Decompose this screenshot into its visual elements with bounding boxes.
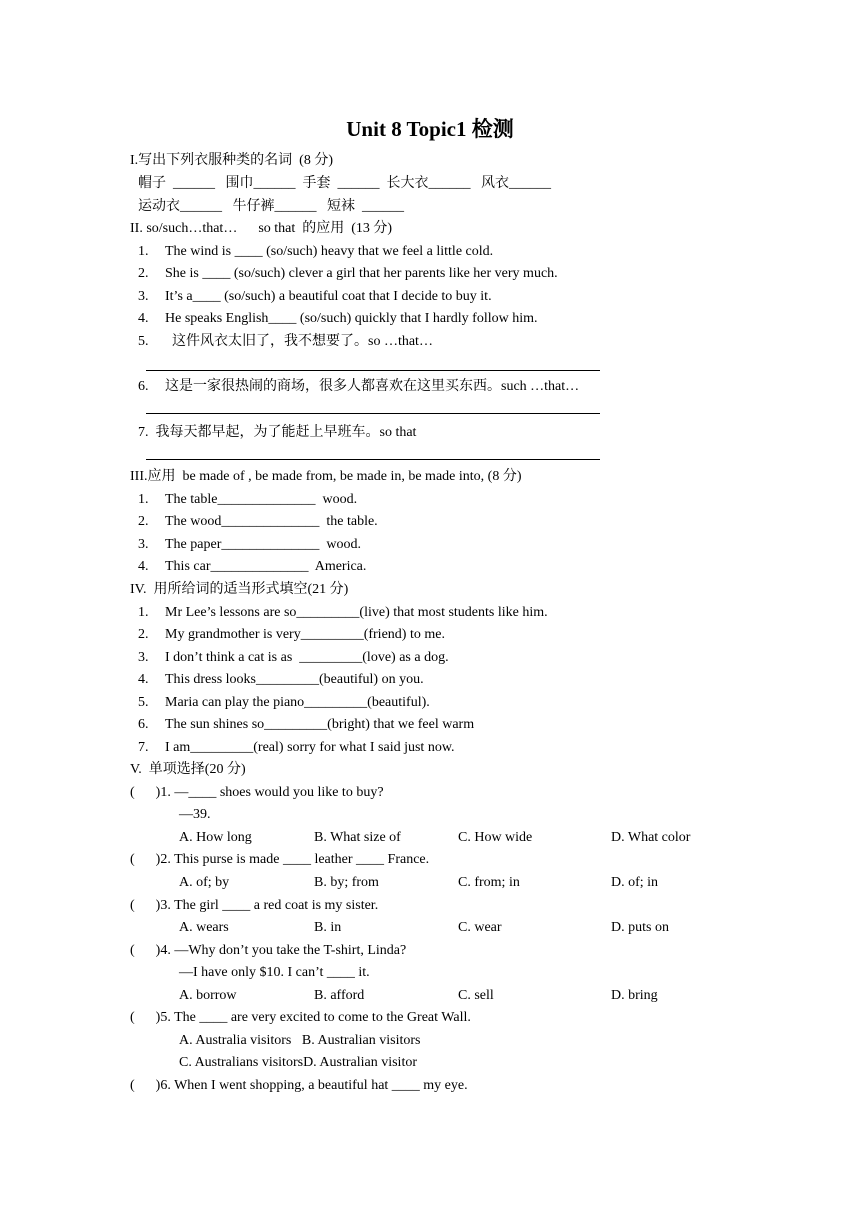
section-1-row-1: 帽子 ______ 围巾______ 手套 ______ 长大衣______ 风衣______ xyxy=(138,176,551,191)
section-4-item-7: 7. I am_________(real) sorry for what I said just now. xyxy=(138,740,455,755)
question-1-option-a: A. How long xyxy=(179,830,252,845)
question-3-option-a: A. wears xyxy=(179,920,229,935)
question-2-option-b: B. by; from xyxy=(314,875,379,890)
section-4-item-2: 2. My grandmother is very_________(friend) to me. xyxy=(138,627,445,642)
question-2-option-c: C. from; in xyxy=(458,875,520,890)
question-2-option-d: D. of; in xyxy=(611,875,659,890)
section-2-item-7: 7. 我每天都早起，为了能赶上早班车。so that xyxy=(138,425,417,440)
section-3-item-4: 4. This car______________ America. xyxy=(138,559,367,574)
question-1-option-b: B. What size of xyxy=(314,830,401,845)
question-5-options-cd: C. Australians visitorsD. Australian visitor xyxy=(179,1055,417,1070)
question-5: ( )5. The ____ are very excited to come to the Great Wall. xyxy=(130,1010,471,1025)
question-4-option-d: D. bring xyxy=(611,988,658,1003)
section-2-item-4: 4. He speaks English____ (so/such) quickly that I hardly follow him. xyxy=(138,311,538,326)
section-4-item-4: 4. This dress looks_________(beautiful) on you. xyxy=(138,672,424,687)
section-4-item-5: 5. Maria can play the piano_________(beautiful). xyxy=(138,695,430,710)
section-1-row-2: 运动衣______ 牛仔裤______ 短袜 ______ xyxy=(138,199,404,214)
section-3-item-2: 2. The wood______________ the table. xyxy=(138,514,378,529)
section-2-item-5: 5. 这件风衣太旧了，我不想要了。so …that… xyxy=(138,334,433,349)
question-3: ( )3. The girl ____ a red coat is my sister. xyxy=(130,898,379,913)
question-4: ( )4. —Why don’t you take the T-shirt, Linda? xyxy=(130,943,407,958)
section-4-item-6: 6. The sun shines so_________(bright) that we feel warm xyxy=(138,717,475,732)
section-4-item-3: 3. I don’t think a cat is as _________(love) as a dog. xyxy=(138,650,449,665)
section-3-item-3: 3. The paper______________ wood. xyxy=(138,537,361,552)
question-4-option-b: B. afford xyxy=(314,988,365,1003)
answer-line-6 xyxy=(146,413,600,414)
question-3-option-c: C. wear xyxy=(458,920,502,935)
answer-line-5 xyxy=(146,370,600,371)
section-3-heading: III.应用 be made of , be made from, be made in, be made into, (8 分) xyxy=(130,469,522,484)
question-4-reply: —I have only $10. I can’t ____ it. xyxy=(179,965,370,980)
section-2-heading: II. so/such…that… so that 的应用 (13 分) xyxy=(130,221,393,236)
question-3-option-d: D. puts on xyxy=(611,920,669,935)
question-4-option-a: A. borrow xyxy=(179,988,237,1003)
question-5-options-ab: A. Australia visitors B. Australian visitors xyxy=(179,1033,421,1048)
question-1-reply: —39. xyxy=(179,807,211,822)
question-3-option-b: B. in xyxy=(314,920,342,935)
section-4-heading: IV. 用所给词的适当形式填空(21 分) xyxy=(130,582,349,597)
section-2-item-2: 2. She is ____ (so/such) clever a girl that her parents like her very much. xyxy=(138,266,558,281)
question-2: ( )2. This purse is made ____ leather ____ France. xyxy=(130,852,430,867)
section-2-item-1: 1. The wind is ____ (so/such) heavy that we feel a little cold. xyxy=(138,244,494,259)
question-6: ( )6. When I went shopping, a beautiful hat ____ my eye. xyxy=(130,1078,468,1093)
question-2-option-a: A. of; by xyxy=(179,875,230,890)
section-1-heading: I.写出下列衣服种类的名词 (8 分) xyxy=(130,153,333,168)
section-2-item-6: 6. 这是一家很热闹的商场，很多人都喜欢在这里买东西。such …that… xyxy=(138,379,580,394)
question-1-option-c: C. How wide xyxy=(458,830,533,845)
answer-line-7 xyxy=(146,459,600,460)
question-4-option-c: C. sell xyxy=(458,988,494,1003)
page-title: Unit 8 Topic1 检测 xyxy=(346,117,514,141)
section-5-heading: V. 单项选择(20 分) xyxy=(130,762,246,777)
section-3-item-1: 1. The table______________ wood. xyxy=(138,492,358,507)
question-1-option-d: D. What color xyxy=(611,830,691,845)
question-1: ( )1. —____ shoes would you like to buy? xyxy=(130,785,384,800)
section-2-item-3: 3. It’s a____ (so/such) a beautiful coat that I decide to buy it. xyxy=(138,289,492,304)
section-4-item-1: 1. Mr Lee’s lessons are so_________(live) that most students like him. xyxy=(138,605,548,620)
